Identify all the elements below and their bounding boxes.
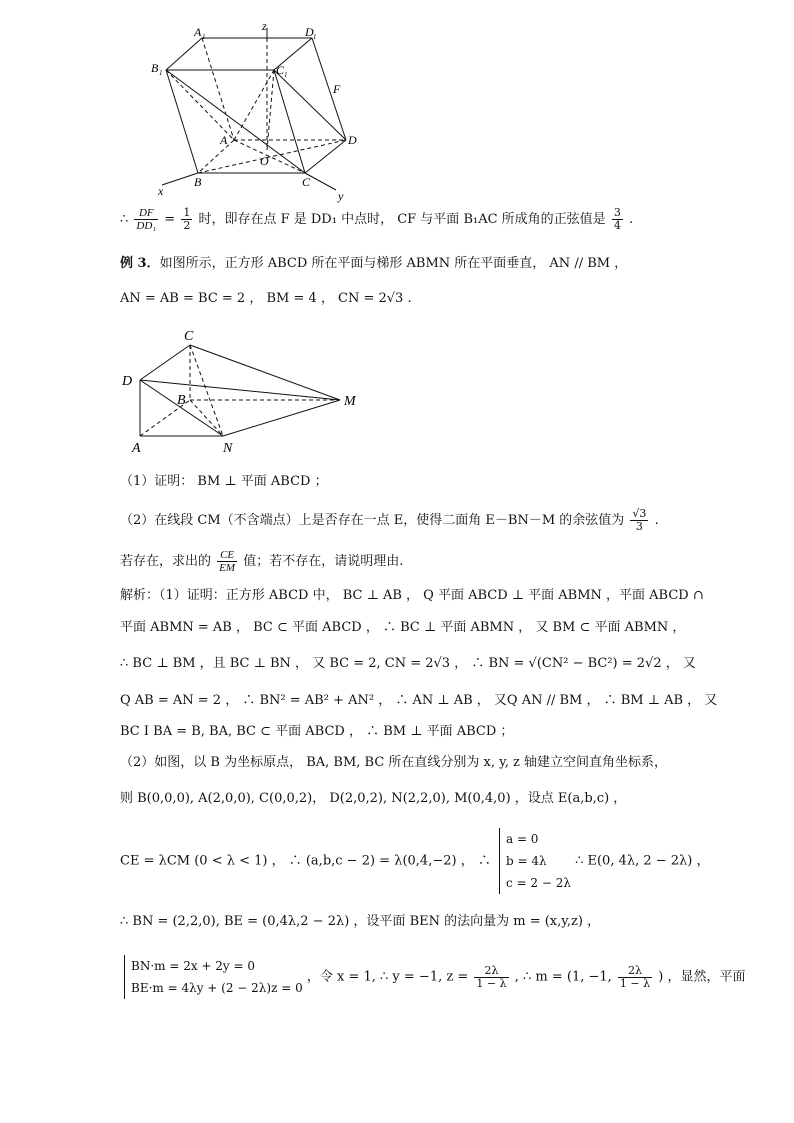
label-D1: D (305, 25, 314, 39)
figure-square-trapezoid (118, 328, 368, 458)
label-D: D (122, 374, 133, 389)
label-F: F (333, 82, 341, 96)
solution-line-8: CE = λCM (0 < λ < 1) ， ∴ (a,b,c − 2) = λ(0,4,−2) ， ∴ a = 0 b = 4λ c = 2 − 2λ ∴ E(0, 4λ, 2 − 2λ) ， (120, 828, 710, 894)
label-C: C (302, 175, 311, 189)
label-A: A (132, 441, 141, 456)
label-B1: B (151, 61, 159, 75)
label-M: M (344, 394, 356, 409)
equation-system-abc: a = 0 b = 4λ c = 2 − 2λ (499, 828, 571, 894)
figure-parallelepiped (150, 20, 370, 205)
solution-line-4: Q AB = AN = 2 ， ∴ BN² = AB² + AN² ， ∴ AN ⊥ AB ， 又Q AN // BM ， ∴ BM ⊥ AB ， 又 (120, 693, 718, 708)
fraction-three-quarters: $\frac{3}{4}$ (613, 206, 621, 232)
fraction-df-dd1: $\frac{DF}{\text{DD₁}}$ (136, 207, 157, 232)
fraction-root3-over-3: $\frac{√3}{3}$ (632, 507, 647, 533)
label-A1: A (194, 25, 202, 39)
question-1: （1）证明： BM ⊥ 平面 ABCD ； (120, 474, 328, 489)
fraction-m-z: $\frac{2\lambda}{1 - \lambda}$ (619, 963, 651, 990)
label-D: D (348, 133, 357, 147)
fraction-ce-em: $\frac{CE}{EM}$ (219, 549, 236, 574)
fraction-z: $\frac{2\lambda}{1 - \lambda}$ (476, 963, 507, 990)
solution-line-1: 解析：（1）证明：正方形 ABCD 中， BC ⊥ AB ， Q 平面 ABCD ⊥ 平面 ABMN ，平面 ABCD ∩ (120, 588, 704, 603)
solution-line-7: 则 B(0,0,0), A(2,0,0), C(0,0,2)， D(2,0,2), N(2,2,0), M(0,4,0) ，设点 E(a,b,c) ， (120, 791, 627, 806)
label-C: C (184, 329, 194, 344)
example-3-given: AN = AB = BC = 2 ， BM = 4 ， CN = 2√3 . (120, 291, 412, 306)
label-x: x (158, 184, 164, 198)
solution-line-5: BC I BA = B, BA, BC ⊂ 平面 ABCD ， ∴ BM ⊥ 平面 ABCD ； (120, 724, 514, 739)
label-A: A (220, 133, 228, 147)
svg-text:1: 1 (159, 69, 163, 77)
label-O: O (260, 154, 269, 168)
solution-line-2: 平面 ABMN = AB ， BC ⊂ 平面 ABCD ， ∴ BC ⊥ 平面 ABMN ， 又 BM ⊂ 平面 ABMN ， (120, 620, 686, 635)
solution-line-9: ∴ BN = (2,2,0), BE = (0,4λ,2 − 2λ) ，设平面 BEN 的法向量为 m = (x,y,z) ， (120, 914, 601, 929)
conclusion-line: ∴ $\frac{DF}{\text{DD₁}}$ = $\frac{1}{2}$ 时，即存在点 F 是 DD₁ 中点时， CF 与平面 B₁AC 所成角的正弦值是 $\frac{3}{4}$ . (120, 206, 634, 232)
label-C1: C (276, 63, 285, 77)
question-2-continued: 若存在，求出的 $\frac{CE}{EM}$ 值；若不存在，请说明理由. (120, 549, 404, 574)
solution-line-3: ∴ BC ⊥ BM ，且 BC ⊥ BN ， 又 BC = 2, CN = 2√3 ， ∴ BN = √(CN² − BC²) = 2√2 ， 又 (120, 656, 696, 671)
question-2: （2）在线段 CM（不含端点）上是否存在一点 E，使得二面角 E－BN－M 的余弦值为 $\frac{√3}{3}$ . (120, 507, 659, 533)
label-B: B (194, 175, 202, 189)
label-y: y (338, 189, 344, 203)
svg-text:1: 1 (284, 71, 288, 79)
label-B: B (177, 393, 186, 408)
svg-text:1: 1 (202, 33, 206, 41)
label-N: N (223, 441, 233, 456)
svg-text:1: 1 (313, 33, 317, 41)
solution-line-10: BN·m = 2x + 2y = 0 BE·m = 4λy + (2 − 2λ)z = 0 ，令 x = 1, ∴ y = −1, z = $\frac{2\lambda}{1 - \lambda}$ , ∴ m = (1, −1, $\frac{2\lambda}{1 - \lambda}$ ) ，显然，平面 (120, 955, 745, 999)
solution-line-6: （2）如图，以 B 为坐标原点， BA, BM, BC 所在直线分别为 x, y, z 轴建立空间直角坐标系， (120, 755, 668, 770)
example-3-heading: 例 3．如图所示，正方形 ABCD 所在平面与梯形 ABMN 所在平面垂直， AN // BM ， (120, 256, 628, 271)
label-z: z (262, 20, 267, 33)
equation-system-normal: BN·m = 2x + 2y = 0 BE·m = 4λy + (2 − 2λ)z = 0 (124, 955, 303, 999)
fraction-half: $\frac{1}{2}$ (183, 206, 191, 232)
